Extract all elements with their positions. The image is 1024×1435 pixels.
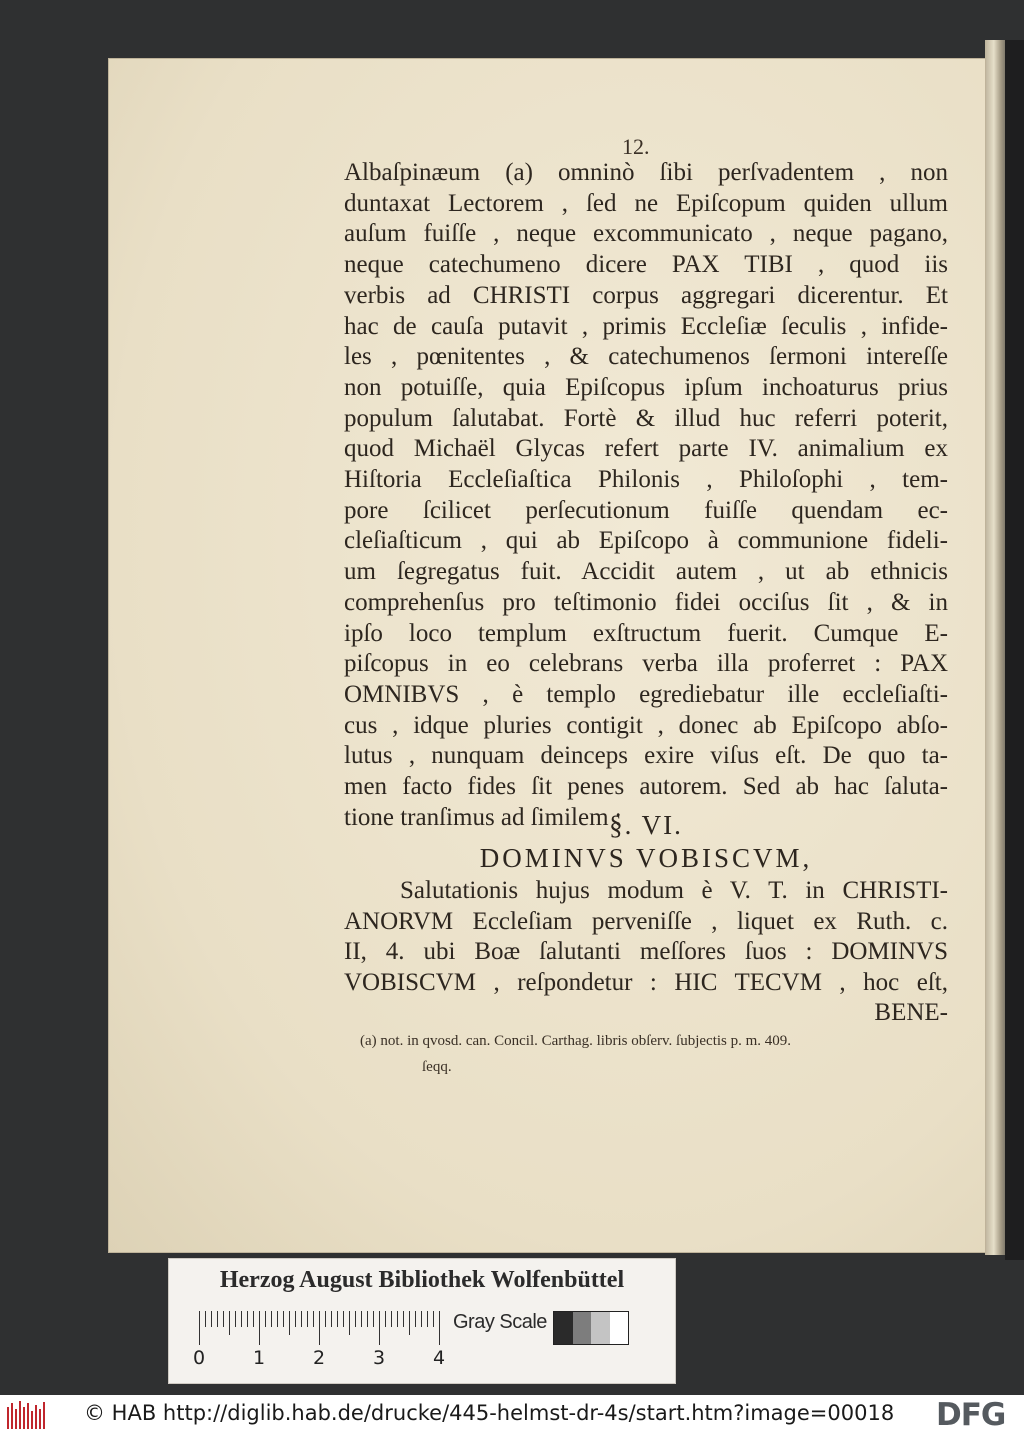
gray-scale-label: Gray Scale	[453, 1311, 547, 1333]
text-line: II, 4. ubi Boæ ſalutanti meſſores ſuos : DOMINVS	[344, 938, 948, 965]
text-line: neque catechumeno dicere PAX TIBI , quod iis	[344, 251, 948, 279]
ruler-numbers	[193, 1347, 453, 1373]
ruler-tick	[319, 1311, 320, 1345]
section-mark: §. VI.	[609, 810, 683, 840]
page-edges	[985, 40, 1007, 1255]
ruler-tick	[385, 1311, 386, 1327]
ruler-tick	[235, 1311, 236, 1327]
ruler-tick	[343, 1311, 344, 1327]
text-line: BENE-	[874, 999, 948, 1026]
ruler-tick	[373, 1311, 374, 1327]
text-line: um ſegregatus fuit. Accidit autem , ut ab ethnicis	[344, 558, 948, 586]
text-line: VOBISCVM , reſpondetur : HIC TECVM , hoc eſt,	[344, 968, 948, 996]
ruler-tick	[403, 1311, 404, 1327]
ruler-tick	[331, 1311, 332, 1327]
ruler-tick	[325, 1311, 326, 1327]
ruler-number: 2	[313, 1347, 326, 1369]
ruler-tick	[391, 1311, 392, 1327]
ruler-tick	[229, 1311, 230, 1335]
text-line: auſum fuiſſe , neque excommunicato , neque pagano,	[344, 220, 948, 248]
ruler-number: 1	[253, 1347, 266, 1369]
text-line: ipſo loco templum exſtructum fuerit. Cumque E-	[344, 619, 948, 647]
text-line: non potuiſſe, quia Epiſcopus ipſum inchoaturus prius	[344, 373, 948, 401]
text-line: Hiſtoria Eccleſiaſtica Philonis , Philoſophi , tem-	[344, 466, 948, 494]
ruler-number: 3	[373, 1347, 386, 1369]
ruler-tick	[283, 1311, 284, 1327]
ruler-tick	[205, 1311, 206, 1327]
ruler-tick	[271, 1311, 272, 1327]
footnote-line: ſeqq.	[422, 1059, 452, 1075]
text-line: piſcopus in eo celebrans verba illa proferret : PAX	[344, 650, 948, 678]
ruler-tick	[247, 1311, 248, 1327]
footer-bar	[0, 1395, 1024, 1435]
hab-barcode-logo-icon	[6, 1399, 46, 1431]
text-line: les , pœnitentes , & catechumenos ſermoni intereſſe	[344, 343, 948, 371]
source-link[interactable]: © HAB http://diglib.hab.de/drucke/445-helmst-dr-4s/start.htm?image=00018	[84, 1401, 895, 1425]
ruler-tick	[397, 1311, 398, 1327]
text-line: cus , idque pluries contigit , donec ab Epiſcopo abſo-	[344, 711, 948, 739]
ruler-tick	[301, 1311, 302, 1327]
ruler-tick	[361, 1311, 362, 1327]
ruler-scale	[199, 1311, 439, 1345]
ruler-tick	[427, 1311, 428, 1327]
ruler-number: 4	[433, 1347, 446, 1369]
main-text	[344, 158, 948, 833]
text-line: verbis ad CHRISTI corpus aggregari dicerentur. Et	[344, 281, 948, 309]
footnote-line: (a) not. in qvosd. can. Concil. Carthag. libris obſerv. ſubjectis p. m. 409.	[360, 1033, 792, 1049]
ruler-tick	[421, 1311, 422, 1327]
gray-swatch	[610, 1312, 629, 1344]
ruler-tick	[349, 1311, 350, 1335]
ruler-tick	[277, 1311, 278, 1327]
ruler-tick	[289, 1311, 290, 1335]
footnote	[360, 1028, 950, 1080]
ruler-tick	[415, 1311, 416, 1327]
ruler-tick	[223, 1311, 224, 1327]
page-shadow	[1005, 40, 1024, 1260]
text-line: lutus , nunquam deinceps exire viſus eſt. De quo ta-	[344, 742, 948, 770]
gray-swatch	[591, 1312, 610, 1344]
dfg-logo: DFG	[936, 1397, 1006, 1433]
text-line: hac de cauſa putavit , primis Eccleſiæ ſeculis , infide-	[344, 312, 948, 340]
ruler-tick	[313, 1311, 314, 1327]
ruler-tick	[241, 1311, 242, 1327]
page-number: 12.	[622, 134, 650, 159]
gray-swatch	[573, 1312, 592, 1344]
ruler-tick	[265, 1311, 266, 1327]
ruler-tick	[307, 1311, 308, 1327]
ruler-tick	[259, 1311, 260, 1345]
library-color-card	[168, 1258, 676, 1384]
ruler-tick	[337, 1311, 338, 1327]
ruler-tick	[295, 1311, 296, 1327]
text-line: Salutationis hujus modum è V. T. in CHRISTI-	[400, 877, 948, 904]
text-line: ANORVM Eccleſiam perveniſſe , liquet ex Ruth. c.	[344, 907, 948, 935]
text-line: duntaxat Lectorem , ſed ne Epiſcopum quiden ullum	[344, 189, 948, 217]
ruler-tick	[217, 1311, 218, 1327]
ruler-tick	[199, 1311, 200, 1345]
ruler-tick	[379, 1311, 380, 1345]
ruler-number: 0	[193, 1347, 206, 1369]
text-line: populum ſalutabat. Fortè & illud huc referri poterit,	[344, 404, 948, 432]
text-line: tione tranſimus ad ſimilem :	[344, 803, 622, 831]
ruler-tick	[409, 1311, 410, 1335]
text-line: Albaſpinæum (a) omninò ſibi perſvadentem , non	[344, 159, 948, 186]
text-line: cleſiaſticum , qui ab Epiſcopo à communione fideli-	[344, 527, 948, 555]
ruler-tick	[355, 1311, 356, 1327]
gray-scale-swatches	[553, 1311, 629, 1345]
text-line: quod Michaël Glycas refert parte IV. animalium ex	[344, 435, 948, 463]
text-line: pore ſcilicet perſecutionum fuiſſe quendam ec-	[344, 496, 948, 524]
ruler-tick	[253, 1311, 254, 1327]
ruler-tick	[367, 1311, 368, 1327]
ruler-tick	[433, 1311, 434, 1327]
text-line: comprehenſus pro teſtimonio fidei occiſus ſit , & in	[344, 588, 948, 616]
text-line: men facto fides ſit penes autorem. Sed ab hac ſaluta-	[344, 773, 948, 801]
ruler-tick	[211, 1311, 212, 1327]
section-title: DOMINVS VOBISCVM,	[479, 843, 813, 873]
gray-swatch	[554, 1312, 573, 1344]
library-name: Herzog August Bibliothek Wolfenbüttel	[219, 1267, 625, 1293]
ruler-tick	[439, 1311, 440, 1345]
section-text	[344, 876, 948, 1029]
text-line: OMNIBVS , è templo egrediebatur ille eccleſiaſti-	[344, 680, 948, 708]
